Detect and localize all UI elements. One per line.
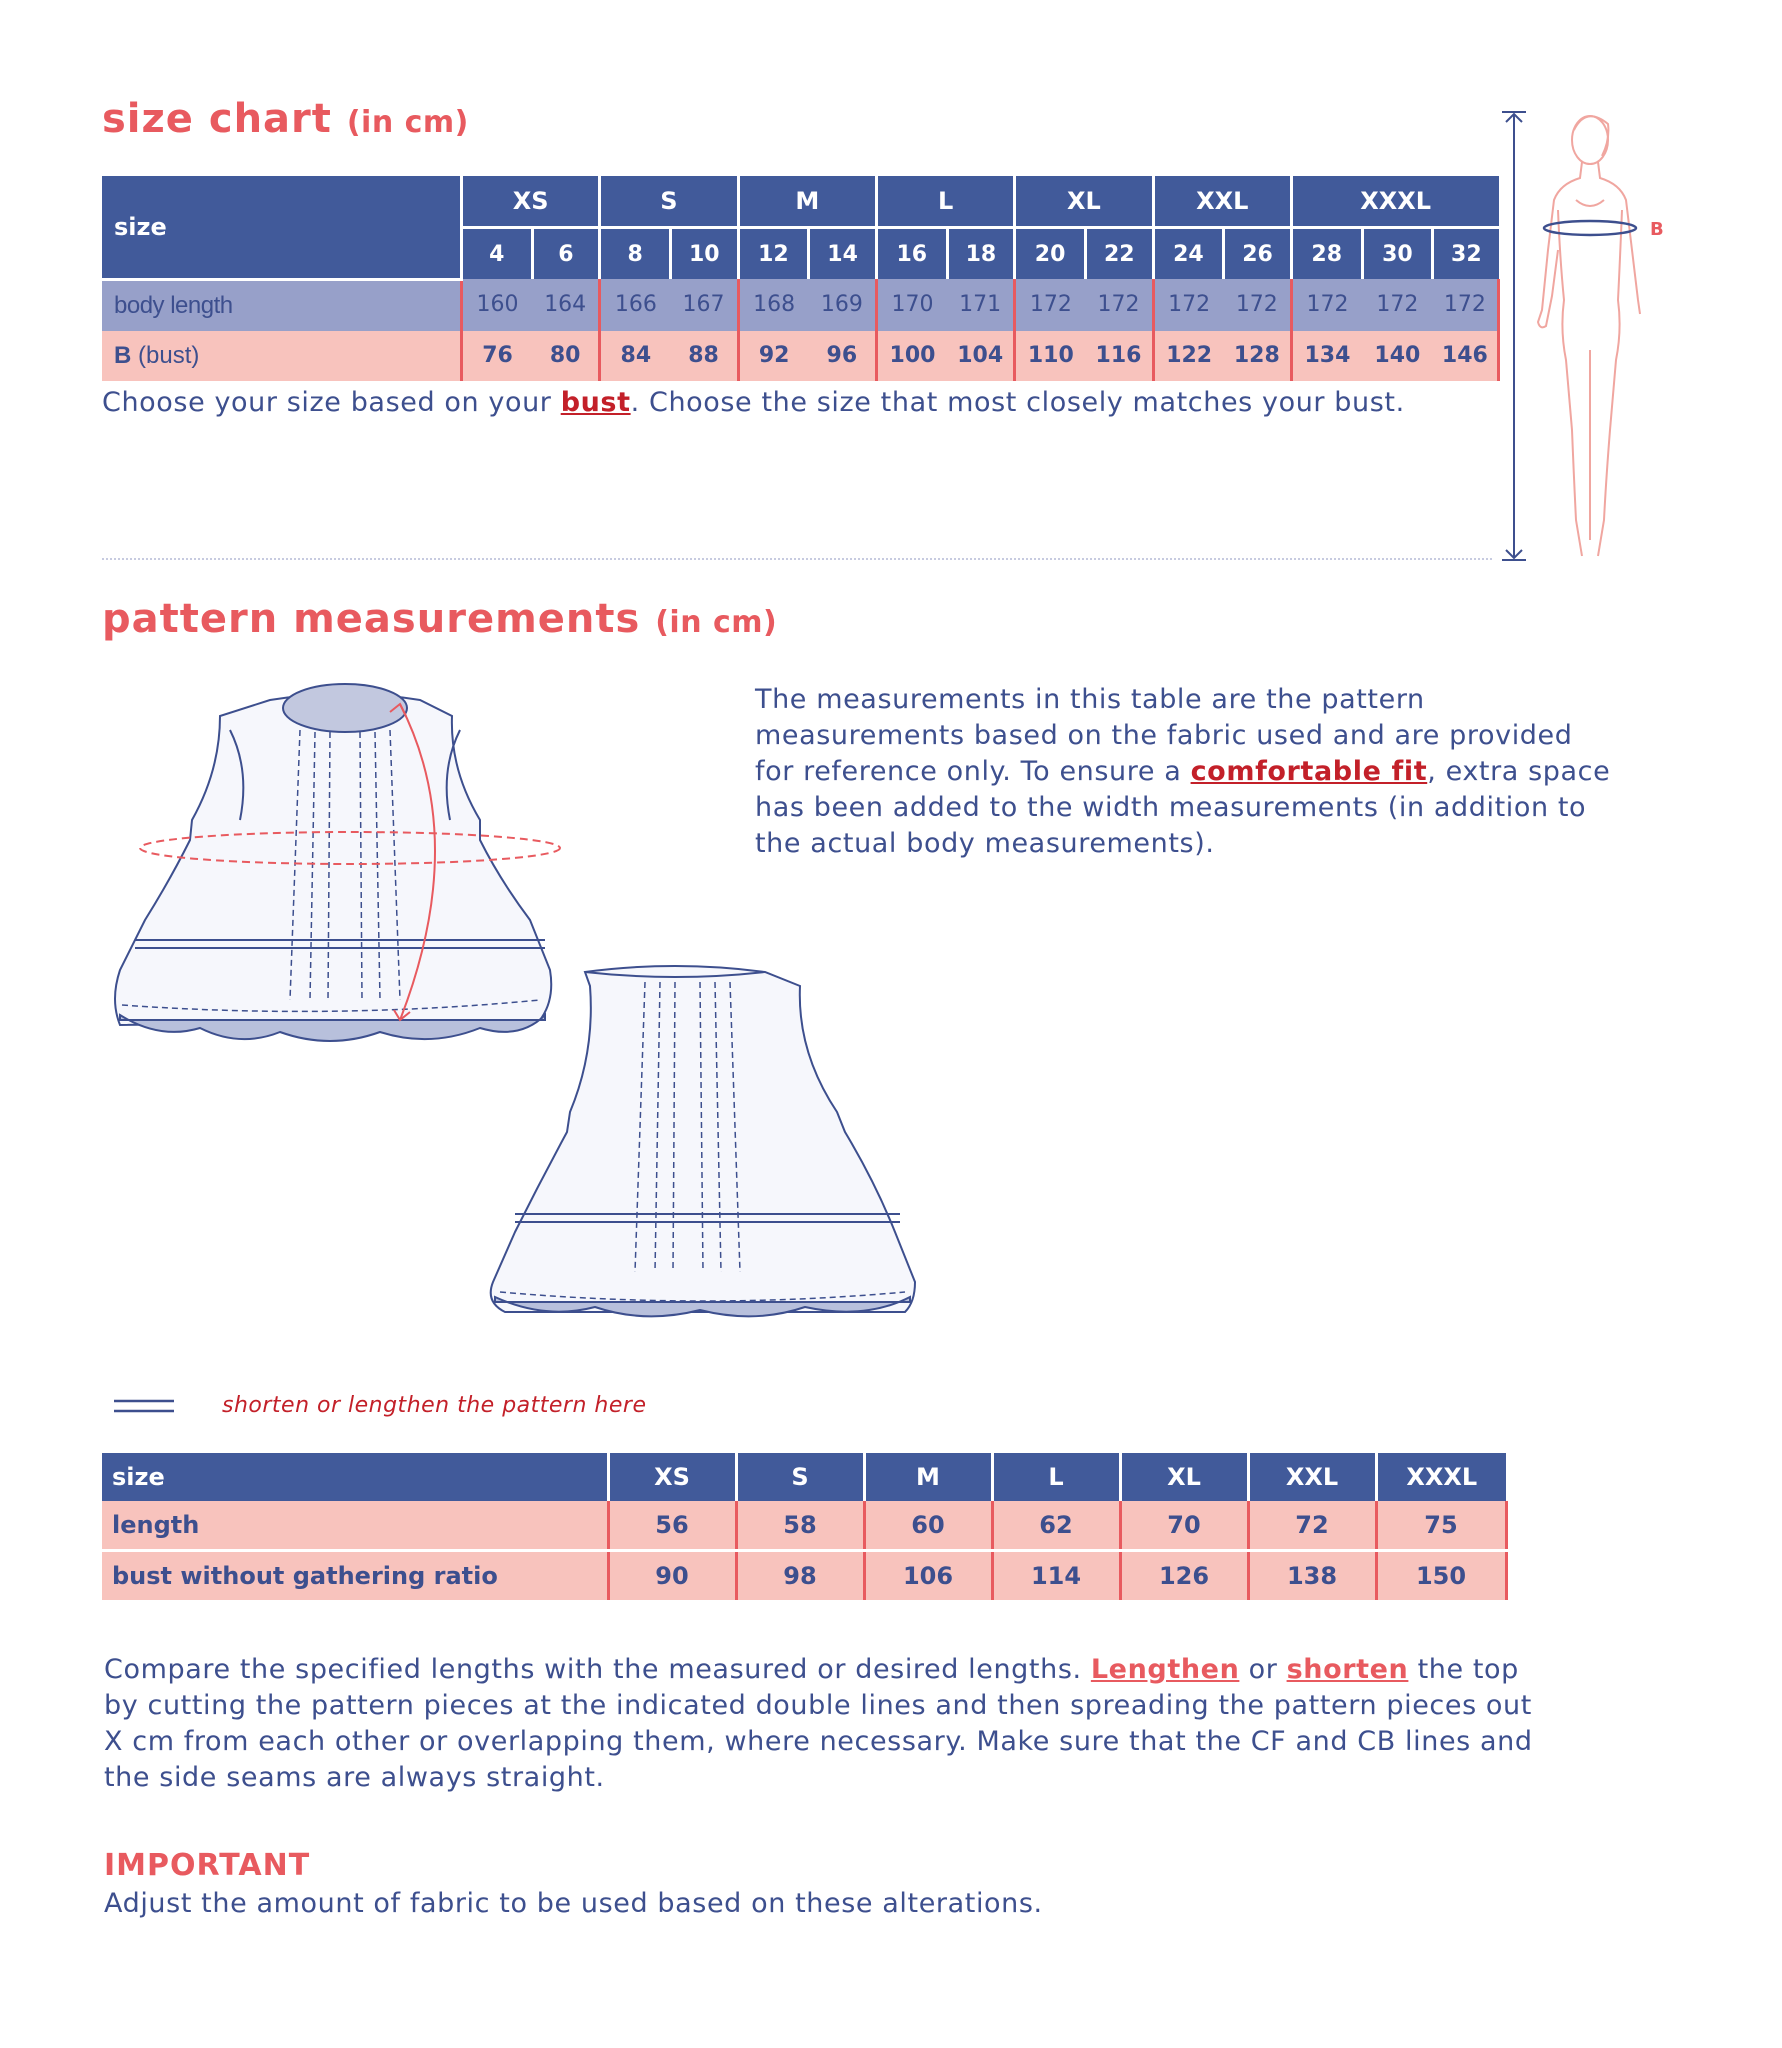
pattern-intro <box>755 682 1615 862</box>
eu-size: 6 <box>532 228 600 280</box>
pattern-intro-text: The measurements in this table are the pattern measurements based on the fabric used and are provided for reference only. To ensure a <box>755 684 1573 787</box>
bust-value: 80 <box>532 331 600 381</box>
body-length-value: 164 <box>532 279 600 331</box>
pattern-bust-value: 106 <box>864 1551 992 1602</box>
bust-value: 122 <box>1153 331 1224 381</box>
legend-text: shorten or lengthen the pattern here <box>222 1393 647 1418</box>
shorten-link[interactable]: shorten <box>1286 1654 1409 1685</box>
bust-label-letter: B <box>114 341 132 369</box>
bust-value: 92 <box>738 331 809 381</box>
body-length-value: 166 <box>600 279 671 331</box>
pattern-length-label: length <box>102 1501 608 1551</box>
eu-size: 16 <box>876 228 947 280</box>
size-chart-title: size chart <box>102 96 332 142</box>
body-length-value: 168 <box>738 279 809 331</box>
bust-label-text: (bust) <box>131 341 200 369</box>
eu-size: 8 <box>600 228 671 280</box>
size-note-text: Choose your size based on your <box>102 387 561 418</box>
bust-value: 84 <box>600 331 671 381</box>
size-header-label: size <box>102 176 461 279</box>
body-length-value: 170 <box>876 279 947 331</box>
pattern-length-value: 72 <box>1248 1501 1376 1551</box>
bust-value: 100 <box>876 331 947 381</box>
bust-value: 104 <box>947 331 1015 381</box>
eu-size: 32 <box>1433 228 1499 280</box>
body-length-value: 172 <box>1224 279 1292 331</box>
compare-text: Compare the specified lengths with the measured or desired lengths. <box>104 1654 1091 1685</box>
eu-size: 28 <box>1291 228 1362 280</box>
body-length-row <box>102 279 1499 331</box>
bust-value: 128 <box>1224 331 1292 381</box>
body-length-value: 160 <box>461 279 532 331</box>
pattern-unit: (in cm) <box>655 605 778 640</box>
pattern-bust-value: 138 <box>1248 1551 1376 1602</box>
eu-size: 14 <box>809 228 877 280</box>
back-garment-illustration <box>485 952 965 1332</box>
bust-link[interactable]: bust <box>560 387 631 418</box>
body-length-value: 169 <box>809 279 877 331</box>
pattern-size: M <box>864 1453 992 1501</box>
bust-value: 116 <box>1085 331 1153 381</box>
eu-size: 26 <box>1224 228 1292 280</box>
bust-value: 110 <box>1015 331 1086 381</box>
eu-size: 4 <box>461 228 532 280</box>
body-length-value: 172 <box>1291 279 1362 331</box>
comfortable-fit-link[interactable]: comfortable fit <box>1190 756 1428 787</box>
bust-value: 146 <box>1433 331 1499 381</box>
pattern-size: S <box>736 1453 864 1501</box>
size-chart-unit: (in cm) <box>346 105 469 140</box>
size-group-xl: XL <box>1015 176 1153 228</box>
size-group-s: S <box>600 176 738 228</box>
pattern-measurements-table <box>102 1453 1508 1603</box>
pattern-header-row <box>102 1453 1506 1501</box>
pattern-size: XS <box>608 1453 736 1501</box>
pattern-bust-value: 150 <box>1376 1551 1506 1602</box>
bust-value: 76 <box>461 331 532 381</box>
size-group-xxl: XXL <box>1153 176 1291 228</box>
pattern-title: pattern measurements <box>102 596 641 642</box>
eu-size: 20 <box>1015 228 1086 280</box>
pattern-length-value: 70 <box>1120 1501 1248 1551</box>
pattern-intro-text-after: , extra space has been added to the width measurements (in addition to the actual body measurements). <box>755 756 1611 859</box>
pattern-size-label: size <box>102 1453 608 1501</box>
bust-row <box>102 331 1499 381</box>
body-length-value: 172 <box>1433 279 1499 331</box>
size-group-xxxl: XXXL <box>1291 176 1498 228</box>
bust-value: 140 <box>1362 331 1433 381</box>
body-length-value: 172 <box>1153 279 1224 331</box>
height-arrow-icon <box>1502 112 1526 560</box>
pattern-size: XXXL <box>1376 1453 1506 1501</box>
pattern-length-value: 56 <box>608 1501 736 1551</box>
size-group-m: M <box>738 176 876 228</box>
pattern-length-value: 60 <box>864 1501 992 1551</box>
body-length-label: body length <box>102 279 461 331</box>
size-chart-note <box>102 385 1522 421</box>
section-divider <box>102 558 1492 560</box>
pattern-length-value: 75 <box>1376 1501 1506 1551</box>
eu-size: 12 <box>738 228 809 280</box>
body-length-value: 172 <box>1362 279 1433 331</box>
pattern-size: XXL <box>1248 1453 1376 1501</box>
pattern-length-row <box>102 1501 1506 1551</box>
pattern-bust-value: 114 <box>992 1551 1120 1602</box>
pattern-length-value: 62 <box>992 1501 1120 1551</box>
eu-size: 24 <box>1153 228 1224 280</box>
lengthen-link[interactable]: Lengthen <box>1090 1654 1240 1685</box>
eu-size: 18 <box>947 228 1015 280</box>
pattern-length-value: 58 <box>736 1501 864 1551</box>
body-figure-illustration <box>1490 100 1670 570</box>
size-group-l: L <box>876 176 1014 228</box>
figure-bust-label: B <box>1650 219 1664 240</box>
woman-silhouette-icon <box>1538 116 1640 556</box>
size-chart-heading <box>102 96 469 142</box>
body-length-value: 172 <box>1085 279 1153 331</box>
body-length-value: 172 <box>1015 279 1086 331</box>
pattern-heading <box>102 596 777 642</box>
pattern-size: XL <box>1120 1453 1248 1501</box>
double-line-legend-icon <box>112 1394 176 1418</box>
eu-size: 10 <box>670 228 738 280</box>
bust-value: 96 <box>809 331 877 381</box>
body-length-value: 171 <box>947 279 1015 331</box>
eu-size: 22 <box>1085 228 1153 280</box>
bust-value: 134 <box>1291 331 1362 381</box>
pattern-bust-label: bust without gathering ratio <box>102 1551 608 1602</box>
size-group-xs: XS <box>461 176 599 228</box>
size-chart-table <box>102 176 1500 381</box>
size-note-text-after: . Choose the size that most closely matches your bust. <box>630 387 1405 418</box>
bust-value: 88 <box>670 331 738 381</box>
eu-size: 30 <box>1362 228 1433 280</box>
important-text: Adjust the amount of fabric to be used based on these alterations. <box>104 1888 1043 1919</box>
pattern-size: L <box>992 1453 1120 1501</box>
pattern-bust-row <box>102 1551 1506 1602</box>
compare-or-text: or <box>1239 1654 1287 1685</box>
pattern-bust-value: 90 <box>608 1551 736 1602</box>
pattern-bust-value: 126 <box>1120 1551 1248 1602</box>
compare-paragraph <box>104 1652 1544 1796</box>
bust-label <box>102 331 461 381</box>
pattern-bust-value: 98 <box>736 1551 864 1602</box>
body-length-value: 167 <box>670 279 738 331</box>
important-title: IMPORTANT <box>104 1848 311 1883</box>
compare-text-after: the top by cutting the pattern pieces at the indicated double lines and then spreading the pattern pieces out X cm from each other or overlapping them, where necessary. Make sure that the CF and CB lines and the side seams are always straight. <box>104 1654 1533 1793</box>
